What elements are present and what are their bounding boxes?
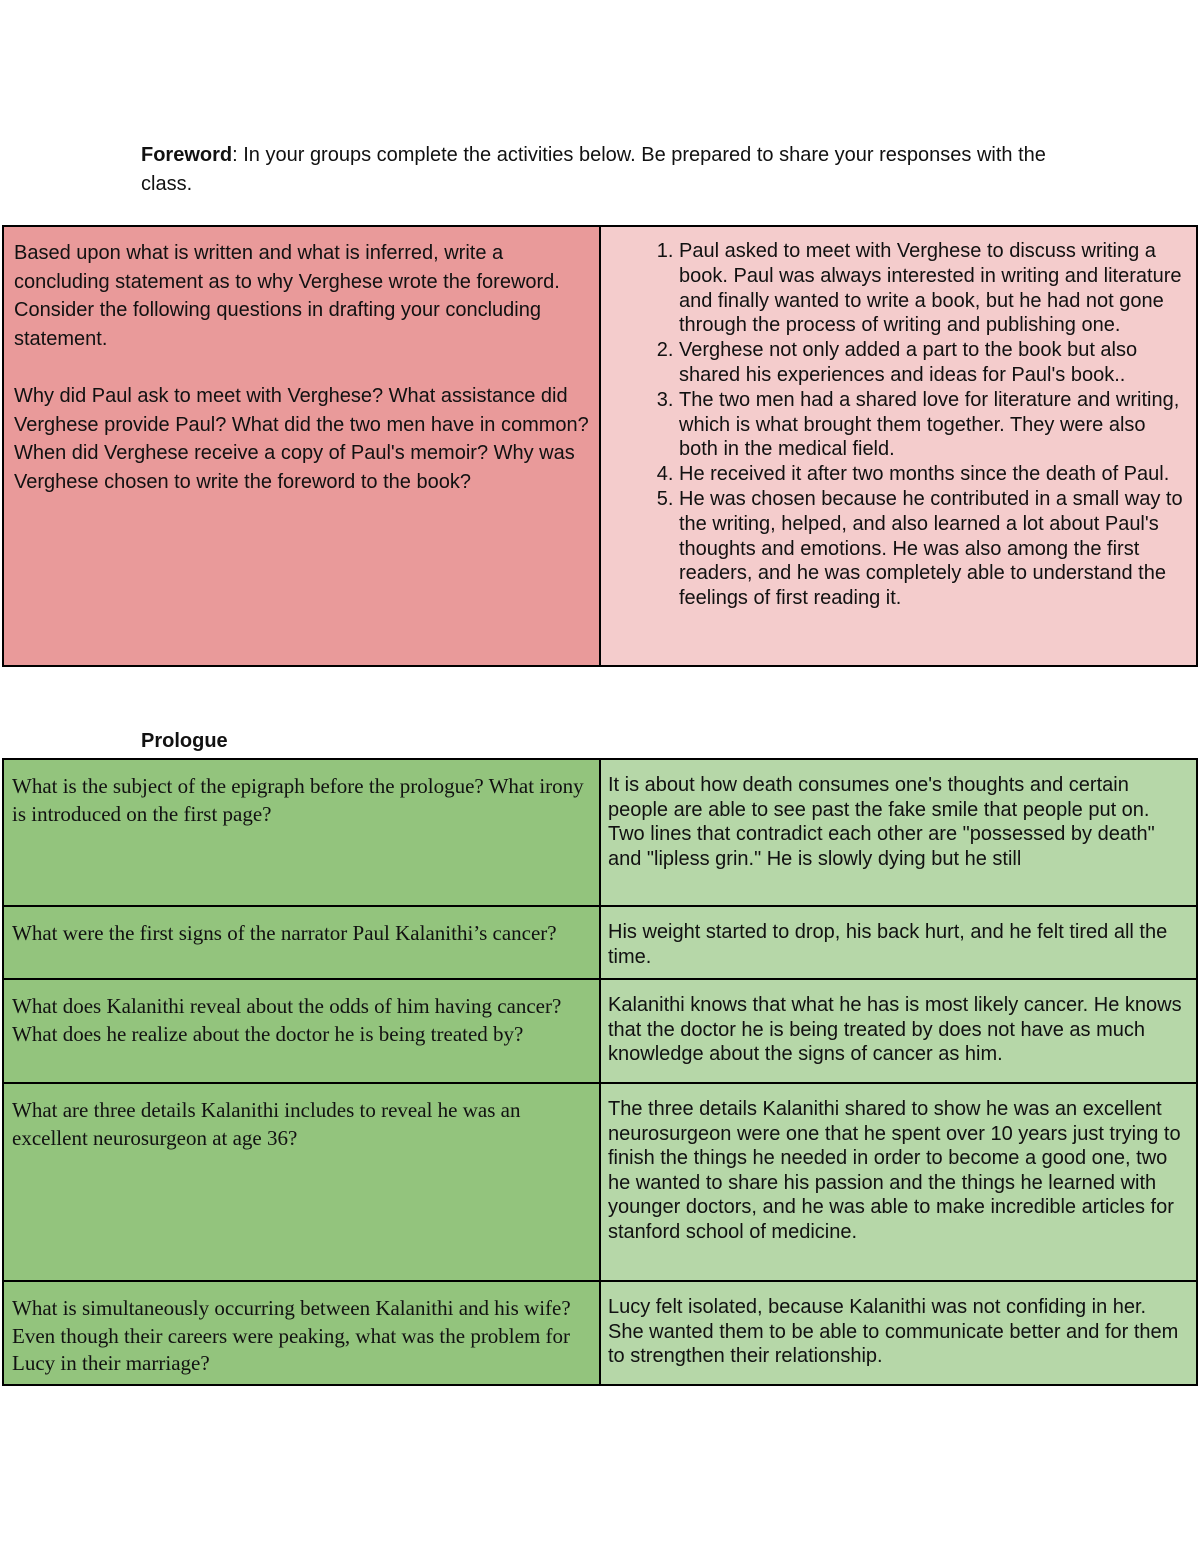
foreword-prompt-cell [3, 226, 600, 666]
answer-item-4: 4. He received it after two months since the death of Paul. [679, 462, 1186, 487]
answer-item-1: 1. Paul asked to meet with Verghese to discuss writing a book. Paul was always interested in writing and literature and finally wanted to write a book, but he had not gone through the process of writing and publishing one. [679, 239, 1186, 338]
table-row [3, 1281, 1197, 1385]
foreword-answer-list [601, 239, 1186, 611]
table-row [3, 906, 1197, 979]
question-cell: What were the first signs of the narrator Paul Kalanithi’s cancer? [3, 906, 600, 979]
foreword-instructions-text: : In your groups complete the activities below. Be prepared to share your responses with the class. [141, 144, 1046, 195]
answer-cell[interactable]: His weight started to drop, his back hurt, and he felt tired all the time. [600, 906, 1197, 979]
question-cell: What is the subject of the epigraph before the prologue? What irony is introduced on the first page? [3, 759, 600, 906]
foreword-answer-cell[interactable] [600, 226, 1197, 666]
prologue-heading: Prologue [141, 730, 228, 752]
question-cell: What are three details Kalanithi includes to reveal he was an excellent neurosurgeon at age 36? [3, 1083, 600, 1281]
table-row [3, 1083, 1197, 1281]
foreword-heading: Foreword [141, 144, 233, 166]
foreword-instructions [141, 141, 1061, 199]
foreword-questions-paragraph: Why did Paul ask to meet with Verghese? What assistance did Verghese provide Paul? What did the two men have in common? When did Verghese receive a copy of Paul's memoir? Why was Verghese chosen to write the foreword to the book? [14, 384, 589, 493]
table-row [3, 979, 1197, 1083]
foreword-row [3, 226, 1197, 666]
paragraph-spacer [14, 354, 591, 382]
foreword-prompt-paragraph: Based upon what is written and what is inferred, write a concluding statement as to why Verghese wrote the foreword. Consider the following questions in drafting your concluding statement. [14, 242, 560, 351]
answer-item-2: 2. Verghese not only added a part to the book but also shared his experiences and ideas for Paul's book.. [679, 338, 1186, 388]
answer-cell[interactable]: It is about how death consumes one's thoughts and certain people are able to see past the fake smile that people put on. Two lines that contradict each other are "possessed by death" and "lipless grin." He is slowly dying but he still [600, 759, 1197, 906]
question-cell: What does Kalanithi reveal about the odds of him having cancer? What does he realize about the doctor he is being treated by? [3, 979, 600, 1083]
question-cell: What is simultaneously occurring between Kalanithi and his wife? Even though their careers were peaking, what was the problem for Lucy in their marriage? [3, 1281, 600, 1385]
answer-item-5: 5. He was chosen because he contributed in a small way to the writing, helped, and also learned a lot about Paul's thoughts and emotions. He was also among the first readers, and he was completely able to understand the feelings of first reading it. [679, 487, 1186, 611]
answer-cell[interactable]: Kalanithi knows that what he has is most likely cancer. He knows that the doctor he is being treated by does not have as much knowledge about the signs of cancer as him. [600, 979, 1197, 1083]
foreword-table [2, 225, 1198, 667]
prologue-table [2, 758, 1198, 1386]
answer-cell[interactable]: Lucy felt isolated, because Kalanithi was not confiding in her. She wanted them to be able to communicate better and for them to strengthen their relationship. [600, 1281, 1197, 1385]
answer-cell[interactable]: The three details Kalanithi shared to show he was an excellent neurosurgeon were one that he spent over 10 years just trying to finish the things he needed in order to become a good one, two he wanted to share his passion and the things he learned with younger doctors, and he was able to make incredible articles for stanford school of medicine. [600, 1083, 1197, 1281]
table-row [3, 759, 1197, 906]
answer-item-3: 3. The two men had a shared love for literature and writing, which is what brought them together. They were also both in the medical field. [679, 388, 1186, 462]
